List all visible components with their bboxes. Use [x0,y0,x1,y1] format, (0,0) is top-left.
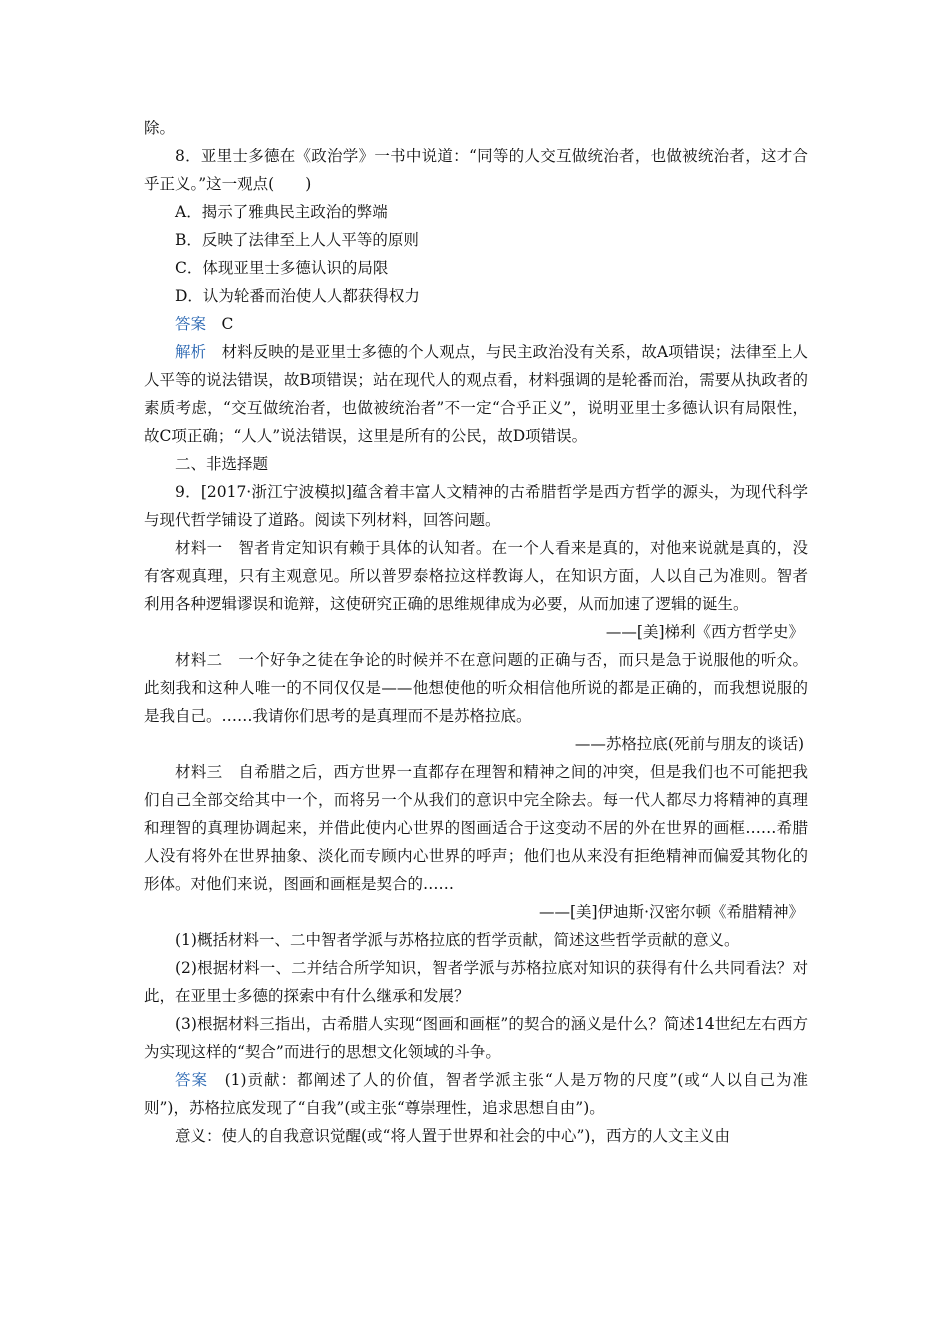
question-9-stem: 9．[2017·浙江宁波模拟]蕴含着丰富人文精神的古希腊哲学是西方哲学的源头，为现代科学与现代哲学铺设了道路。阅读下列材料，回答问题。 [144,483,808,529]
answer-text: (1)贡献：都阐述了人的价值，智者学派主张“人是万物的尺度”(或“人以自己为准则”)，苏格拉底发现了“自我”(或主张“尊崇理性，追求思想自由”)。 [144,1071,808,1117]
material-1: 材料一 智者肯定知识有赖于具体的认知者。在一个人看来是真的，对他来说就是真的，没有客观真理，只有主观意见。所以普罗泰格拉这样教诲人，在知识方面，人以自己为准则。智者利用各种逻辑谬误和诡辩，这使研究正确的思维规律成为必要，从而加速了逻辑的诞生。 [144,539,808,613]
answer-label: 答案 [175,1071,209,1089]
analysis-text: 材料反映的是亚里士多德的个人观点，与民主政治没有关系，故A项错误；法律至上人人平等的说法错误，故B项错误；站在现代人的观点看，材料强调的是轮番而治，需要从执政者的素质考虑，“交互做统治者，也做被统治者”不一定“合乎正义”，说明亚里士多德认识有局限性，故C项正确；“人人”说法错误，这里是所有的公民，故D项错误。 [144,343,808,445]
material-3-source: ——[美]伊迪斯·汉密尔顿《希腊精神》 [538,903,804,921]
question-8-option-a: A．揭示了雅典民主政治的弊端 [175,203,388,221]
page-content [144,114,808,1150]
material-1-source: ——[美]梯利《西方哲学史》 [605,623,804,641]
question-8-option-d: D．认为轮番而治使人人都获得权力 [175,287,420,305]
question-8-analysis [144,338,808,450]
previous-question-tail: 除。 [144,119,176,137]
material-2: 材料二 一个好争之徒在争论的时候并不在意问题的正确与否，而只是急于说服他的听众。此刻我和这种人唯一的不同仅仅是——他想使他的听众相信他所说的都是正确的，而我想说服的是我自己。……我请你们思考的是真理而不是苏格拉底。 [144,651,808,725]
sub-question-2: (2)根据材料一、二并结合所学知识，智者学派与苏格拉底对知识的获得有什么共同看法？对此，在亚里士多德的探索中有什么继承和发展？ [144,959,808,1005]
material-3: 材料三 自希腊之后，西方世界一直都存在理智和精神之间的冲突，但是我们也不可能把我们自己全部交给其中一个，而将另一个从我们的意识中完全除去。每一代人都尽力将精神的真理和理智的真理协调起来，并借此使内心世界的图画适合于这变动不居的外在世界的画框……希腊人没有将外在世界抽象、淡化而专顾内心世界的呼声；他们也从来没有拒绝精神而偏爱其物化的形体。对他们来说，图画和画框是契合的…… [144,763,808,893]
material-2-source: ——苏格拉底(死前与朋友的谈话) [574,735,804,753]
analysis-label: 解析 [175,343,207,361]
question-8-stem: 8．亚里士多德在《政治学》一书中说道：“同等的人交互做统治者，也做被统治者，这才合乎正义。”这一观点( ) [144,147,808,193]
question-9-answer-meaning: 意义：使人的自我意识觉醒(或“将人置于世界和社会的中心”)，西方的人文主义由 [175,1127,730,1145]
question-8-answer [144,310,808,338]
sub-question-3: (3)根据材料三指出，古希腊人实现“图画和画框”的契合的涵义是什么？简述14世纪左右西方为实现这样的“契合”而进行的思想文化领域的斗争。 [144,1015,808,1061]
answer-label: 答案 [175,315,207,333]
question-8-option-c: C．体现亚里士多德认识的局限 [175,259,389,277]
answer-value: C [206,315,234,333]
question-8-option-b: B．反映了法律至上人人平等的原则 [175,231,419,249]
section-title: 二、非选择题 [175,455,269,473]
sub-question-1: (1)概括材料一、二中智者学派与苏格拉底的哲学贡献，简述这些哲学贡献的意义。 [175,931,740,949]
question-9-answer [144,1066,808,1122]
